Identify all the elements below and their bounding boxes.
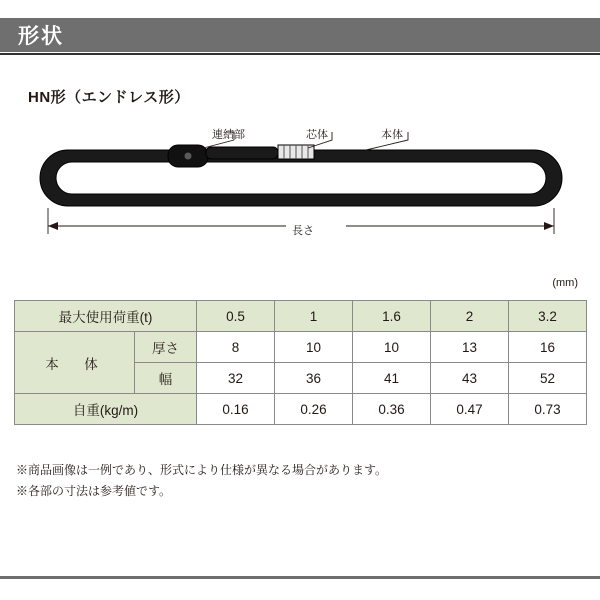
header-value-1: 1 <box>275 301 353 332</box>
width-value-0: 32 <box>197 363 275 394</box>
thickness-value-4: 16 <box>509 332 587 363</box>
thickness-value-2: 10 <box>353 332 431 363</box>
footnote-1: ※商品画像は一例であり、形式により仕様が異なる場合があります。 <box>16 463 388 477</box>
header-value-4: 3.2 <box>509 301 587 332</box>
page-title: 形状 <box>18 25 64 48</box>
width-value-3: 43 <box>431 363 509 394</box>
weight-value-4: 0.73 <box>509 394 587 425</box>
bottom-divider <box>0 576 600 579</box>
row-label-thickness: 厚さ <box>135 332 197 363</box>
callout-label-joint: 連結部 <box>212 129 245 141</box>
weight-value-3: 0.47 <box>431 394 509 425</box>
weight-value-1: 0.26 <box>275 394 353 425</box>
thickness-value-1: 10 <box>275 332 353 363</box>
thickness-value-3: 13 <box>431 332 509 363</box>
header-value-3: 2 <box>431 301 509 332</box>
footnote-2: ※各部の寸法は参考値です。 <box>16 484 172 498</box>
header-value-0: 0.5 <box>197 301 275 332</box>
unit-note: (mm) <box>552 277 578 289</box>
callout-label-core: 芯体 <box>306 129 328 141</box>
header-divider <box>0 53 600 55</box>
header-band <box>0 18 600 52</box>
width-value-4: 52 <box>509 363 587 394</box>
section-subtitle: HN形（エンドレス形） <box>28 89 190 106</box>
weight-value-2: 0.36 <box>353 394 431 425</box>
weight-value-0: 0.16 <box>197 394 275 425</box>
group-label-body: 本 体 <box>15 332 135 394</box>
footnotes <box>16 460 387 502</box>
header-label-load: 最大使用荷重(t) <box>15 301 197 332</box>
table-row-weight <box>15 394 587 425</box>
callout-label-body: 本体 <box>381 129 403 141</box>
thickness-value-0: 8 <box>197 332 275 363</box>
table-row-header <box>15 301 587 332</box>
row-label-width: 幅 <box>135 363 197 394</box>
table-row-thickness <box>15 332 587 363</box>
spec-table <box>14 300 587 425</box>
width-value-2: 41 <box>353 363 431 394</box>
spec-table-wrapper <box>14 300 586 425</box>
width-value-1: 36 <box>275 363 353 394</box>
dimension-label-length: 長さ <box>292 225 314 237</box>
row-label-weight: 自重(kg/m) <box>15 394 197 425</box>
header-value-2: 1.6 <box>353 301 431 332</box>
core-shape <box>278 145 314 159</box>
